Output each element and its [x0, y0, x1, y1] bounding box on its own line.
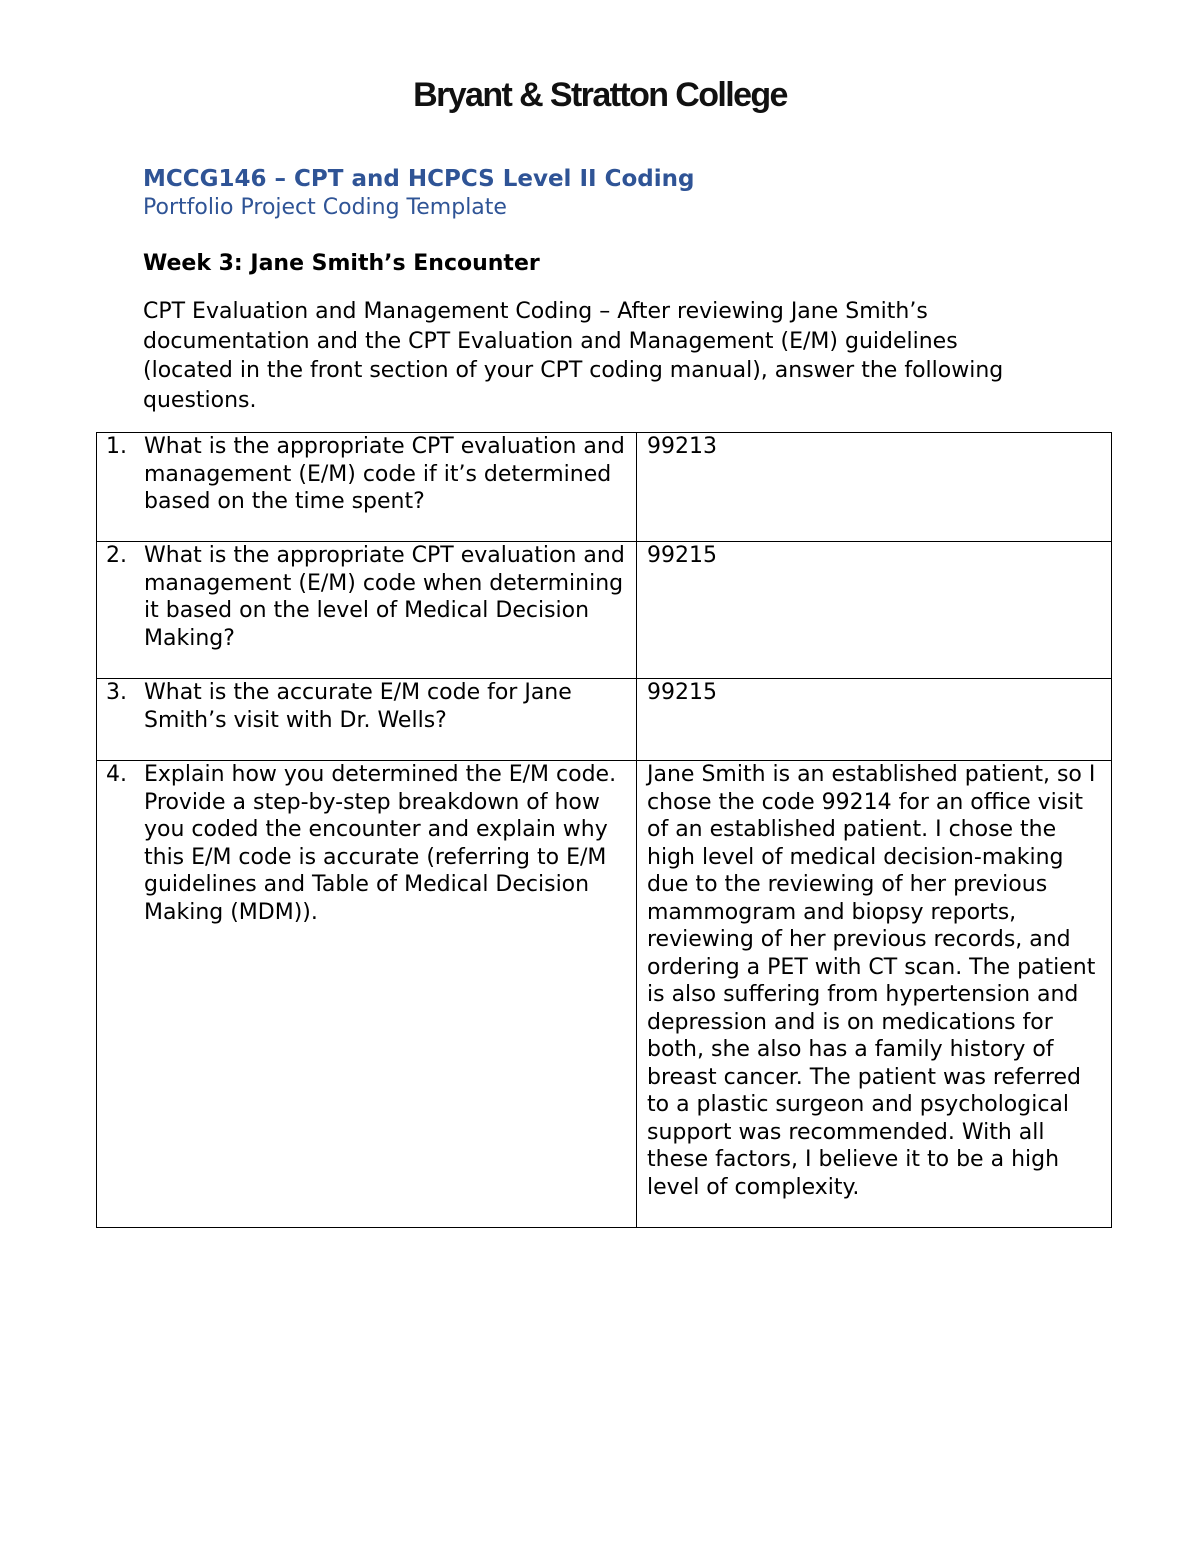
question-number: 2. [106, 543, 127, 568]
question-cell [97, 679, 637, 761]
question-text: What is the appropriate CPT evaluation and management (E/M) code when determining it based on the level of Medical Decision Making? [144, 543, 625, 651]
answer-text: 99213 [647, 434, 717, 459]
question-cell [97, 761, 637, 1228]
week-heading: Week 3: Jane Smith’s Encounter [143, 251, 540, 276]
question-number: 1. [106, 434, 127, 459]
question-cell [97, 542, 637, 679]
question-text: Explain how you determined the E/M code. Provide a step-by-step breakdown of how you coded the encounter and explain why this E/M code is accurate (referring to E/M guidelines and Table of Medical Decision Making (MDM)). [144, 762, 617, 925]
question-number: 4. [106, 762, 127, 787]
course-title: MCCG146 – CPT and HCPCS Level II Coding [143, 166, 695, 192]
intro-paragraph: CPT Evaluation and Management Coding – After reviewing Jane Smith’s documentation and the CPT Evaluation and Management (E/M) guidelines (located in the front section of your CPT coding manual), answer the following questions. [143, 299, 1004, 413]
table-row [97, 679, 1112, 761]
questions-table [96, 432, 1112, 1228]
question-text: What is the accurate E/M code for Jane Smith’s visit with Dr. Wells? [144, 680, 572, 733]
table-row [97, 433, 1112, 542]
answer-text: 99215 [647, 543, 717, 568]
question-text: What is the appropriate CPT evaluation and management (E/M) code if it’s determined based on the time spent? [144, 434, 625, 514]
answer-cell [637, 761, 1112, 1228]
answer-cell [637, 433, 1112, 542]
table-row [97, 542, 1112, 679]
college-logo: Bryant & Stratton College [413, 76, 787, 114]
answer-cell [637, 542, 1112, 679]
answer-cell [637, 679, 1112, 761]
question-number: 3. [106, 680, 127, 705]
table-row [97, 761, 1112, 1228]
answer-text: 99215 [647, 680, 717, 705]
answer-text: Jane Smith is an established patient, so I chose the code 99214 for an office visit of an established patient. I chose the high level of medical decision-making due to the reviewing of her previous mammogram and biopsy reports, reviewing of her previous records, and ordering a PET with CT scan. The patient is also suffering from hypertension and depression and is on medications for both, she also has a family history of breast cancer. The patient was referred to a plastic surgeon and psychological support was recommended. With all these factors, I believe it to be a high level of complexity. [647, 762, 1096, 1200]
question-cell [97, 433, 637, 542]
course-subtitle: Portfolio Project Coding Template [143, 195, 507, 220]
